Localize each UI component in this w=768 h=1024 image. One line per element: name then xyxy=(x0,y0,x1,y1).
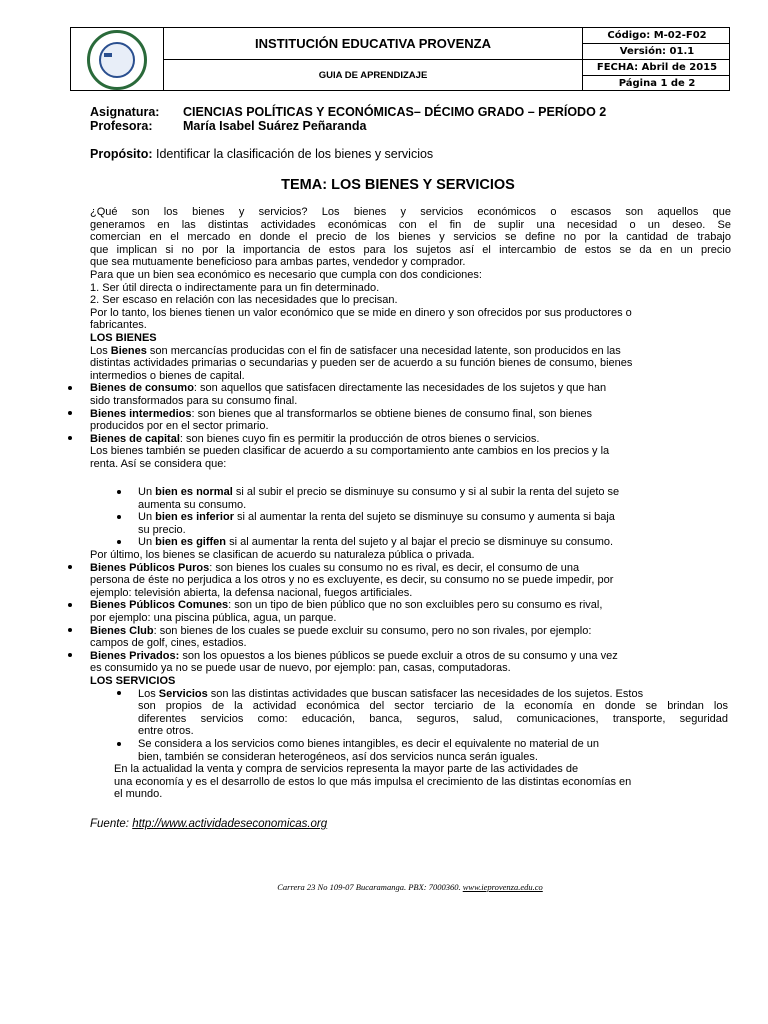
intro-line: fabricantes. xyxy=(90,319,147,332)
bienes-intro-line: distintas actividades primarias o secundarias y pueden ser de acuerdo a su función bienes de consumo, bienes xyxy=(90,357,633,370)
source-link[interactable]: http://www.actividadeseconomicas.org xyxy=(132,818,328,830)
doc-date: FECHA: Abril de 2015 xyxy=(596,62,718,73)
bullet-icon xyxy=(68,436,72,440)
bienes-intro-line: intermedios o bienes de capital. xyxy=(90,369,245,382)
asignatura-row xyxy=(90,105,607,119)
bienes-heading: LOS BIENES xyxy=(90,332,157,344)
list-item: Bienes Privados: son los opuestos a los bienes públicos se puede excluir a otros de su consumo y una vez xyxy=(90,649,618,662)
intro-line: comercian en el mercado en donde el precio de los bienes y servicios se define no por la cantidad de trabajo xyxy=(90,231,731,244)
naturaleza-line: Por último, los bienes se clasifican de acuerdo su naturaleza pública o privada. xyxy=(90,549,475,561)
actualidad-line: el mundo. xyxy=(114,788,163,801)
profesora-row xyxy=(90,119,367,133)
bullet-icon xyxy=(68,603,72,607)
list-item: Bienes Club: son bienes de los cuales se puede excluir su consumo, pero no son rivales, por ejemplo: xyxy=(90,624,592,637)
school-crest-icon xyxy=(87,30,147,90)
list-item-cont: campos de golf, cines, estadios. xyxy=(90,637,247,650)
list-item-cont: diferentes servicios como: educación, banca, seguros, salud, comunicaciones, transporte, seguridad xyxy=(138,712,728,725)
list-item: Bienes Públicos Comunes: son un tipo de bien público que no son excluibles pero su consumo es rival, xyxy=(90,599,603,612)
profesora-value: María Isabel Suárez Peñaranda xyxy=(183,119,367,133)
servicios-heading: LOS SERVICIOS xyxy=(90,675,176,687)
actualidad-line: una economía y es el desarrollo de estos lo que más impulsa el crecimiento de las distintas economías en xyxy=(114,775,632,788)
intro-line: Para que un bien sea económico es necesario que cumpla con dos condiciones: xyxy=(90,269,482,281)
bullet-icon xyxy=(68,628,72,632)
bullet-icon xyxy=(117,490,121,494)
page-title: TEMA: LOS BIENES Y SERVICIOS xyxy=(281,177,515,193)
footer-address-text: Carrera 23 No 109-07 Bucaramanga. PBX: 7000360. xyxy=(277,882,463,892)
proposito-label: Propósito: xyxy=(90,147,153,161)
list-item-cont: son propios de la actividad económica del sector terciario de la economía en donde se brindan los xyxy=(138,700,728,713)
bullet-icon xyxy=(68,653,72,657)
proposito-value: Identificar la clasificación de los bienes y servicios xyxy=(152,147,434,161)
list-item-cont: producidos por en el sector primario. xyxy=(90,420,269,433)
bullet-icon xyxy=(117,515,121,519)
footer-address xyxy=(0,882,768,892)
list-item-cont: es consumido ya no se puede usar de nuevo, por ejemplo: pan, casas, computadoras. xyxy=(90,662,511,675)
source-line xyxy=(90,818,327,831)
list-item-cont: su precio. xyxy=(138,523,186,536)
intro-line: generamos en las distintas actividades económicas con el fin de suplir una necesidad o un deseo. Se xyxy=(90,218,731,231)
doc-version: Versión: 01.1 xyxy=(619,46,695,57)
bienes-intro-line: Los Bienes son mercancías producidas con el fin de satisfacer una necesidad latente, son producidos en las xyxy=(90,344,621,357)
bullet-icon xyxy=(68,565,72,569)
doc-code: Código: M-02-F02 xyxy=(607,30,707,41)
guide-type: GUIA DE APRENDIZAJE xyxy=(318,70,428,81)
asignatura-value: CIENCIAS POLÍTICAS Y ECONÓMICAS– DÉCIMO GRADO – PERÍODO 2 xyxy=(183,105,607,119)
footer-website-link[interactable]: www.ieprovenza.edu.co xyxy=(462,882,543,892)
list-item: Un bien es giffen si al aumentar la renta del sujeto y al bajar el precio se disminuye su consumo. xyxy=(138,536,614,549)
bullet-icon xyxy=(117,540,121,544)
list-item: Se considera a los servicios como bienes intangibles, es decir el equivalente no material de un xyxy=(138,738,600,750)
source-label: Fuente: xyxy=(90,818,133,830)
list-item-cont: ejemplo: televisión abierta, la defensa nacional, fuegos artificiales. xyxy=(90,586,413,599)
bullet-icon xyxy=(68,411,72,415)
list-item: Bienes de capital: son bienes cuyo fin es permitir la producción de otros bienes o servicios. xyxy=(90,432,540,445)
list-item-cont: por ejemplo: una piscina pública, agua, un parque. xyxy=(90,612,337,624)
proposito-row xyxy=(90,148,433,161)
list-item-cont: sido transformados para su consumo final. xyxy=(90,395,298,407)
bullet-icon xyxy=(117,742,121,746)
list-item: Bienes de consumo: son aquellos que satisfacen directamente las necesidades de los sujetos y que han xyxy=(90,382,607,395)
list-item-cont: bien, también se consideran heterogéneos, así dos servicios nunca serán iguales. xyxy=(138,750,538,763)
intro-line: que implican si no por la importancia de estos para los sujetos así el intercambio de estos se da en un precio xyxy=(90,243,731,256)
bullet-icon xyxy=(117,691,121,695)
intro-line: 1. Ser útil directa o indirectamente para un fin determinado. xyxy=(90,281,380,294)
header-table xyxy=(70,27,730,91)
list-item: Bienes intermedios: son bienes que al transformarlos se obtiene bienes de consumo final, son bienes xyxy=(90,407,593,420)
asignatura-label: Asignatura: xyxy=(90,105,160,119)
list-item-cont: aumenta su consumo. xyxy=(138,498,247,511)
bullet-icon xyxy=(68,386,72,390)
intro-line: 2. Ser escaso en relación con las necesidades que lo precisan. xyxy=(90,294,398,307)
list-item: Un bien es normal si al subir el precio se disminuye su consumo y si al subir la renta del sujeto se xyxy=(138,486,620,498)
intro-line: que sea mutuamente beneficioso para ambas partes, vendedor y comprador. xyxy=(90,256,466,269)
intro-line: Por lo tanto, los bienes tienen un valor económico que se mide en dinero y son ofrecidos por sus productores o xyxy=(90,306,632,319)
list-item: Bienes Públicos Puros: son bienes los cuales su consumo no es rival, es decir, el consumo de una xyxy=(90,561,580,574)
list-item: Un bien es inferior si al aumentar la renta del sujeto se disminuye su consumo y aumenta si baja xyxy=(138,511,615,524)
list-item-cont: persona de éste no perjudica a los otros y no es excluyente, es decir, su consumo no se puede impedir, por xyxy=(90,574,614,587)
profesora-label: Profesora: xyxy=(90,119,153,133)
comportamiento-line: Los bienes también se pueden clasificar de acuerdo a su comportamiento ante cambios en los precios y la xyxy=(90,445,610,458)
actualidad-line: En la actualidad la venta y compra de servicios representa la mayor parte de las actividades de xyxy=(114,763,579,776)
list-item: Los Servicios son las distintas actividades que buscan satisfacer las necesidades de los sujetos. Estos xyxy=(138,687,644,700)
comportamiento-line: renta. Así se considera que: xyxy=(90,458,227,470)
list-item-cont: entre otros. xyxy=(138,725,194,738)
institution-name: INSTITUCIÓN EDUCATIVA PROVENZA xyxy=(255,36,491,51)
intro-line: ¿Qué son los bienes y servicios? Los bienes y servicios económicos o escasos son aquellos que xyxy=(90,206,731,218)
page-number: Página 1 de 2 xyxy=(618,78,696,89)
